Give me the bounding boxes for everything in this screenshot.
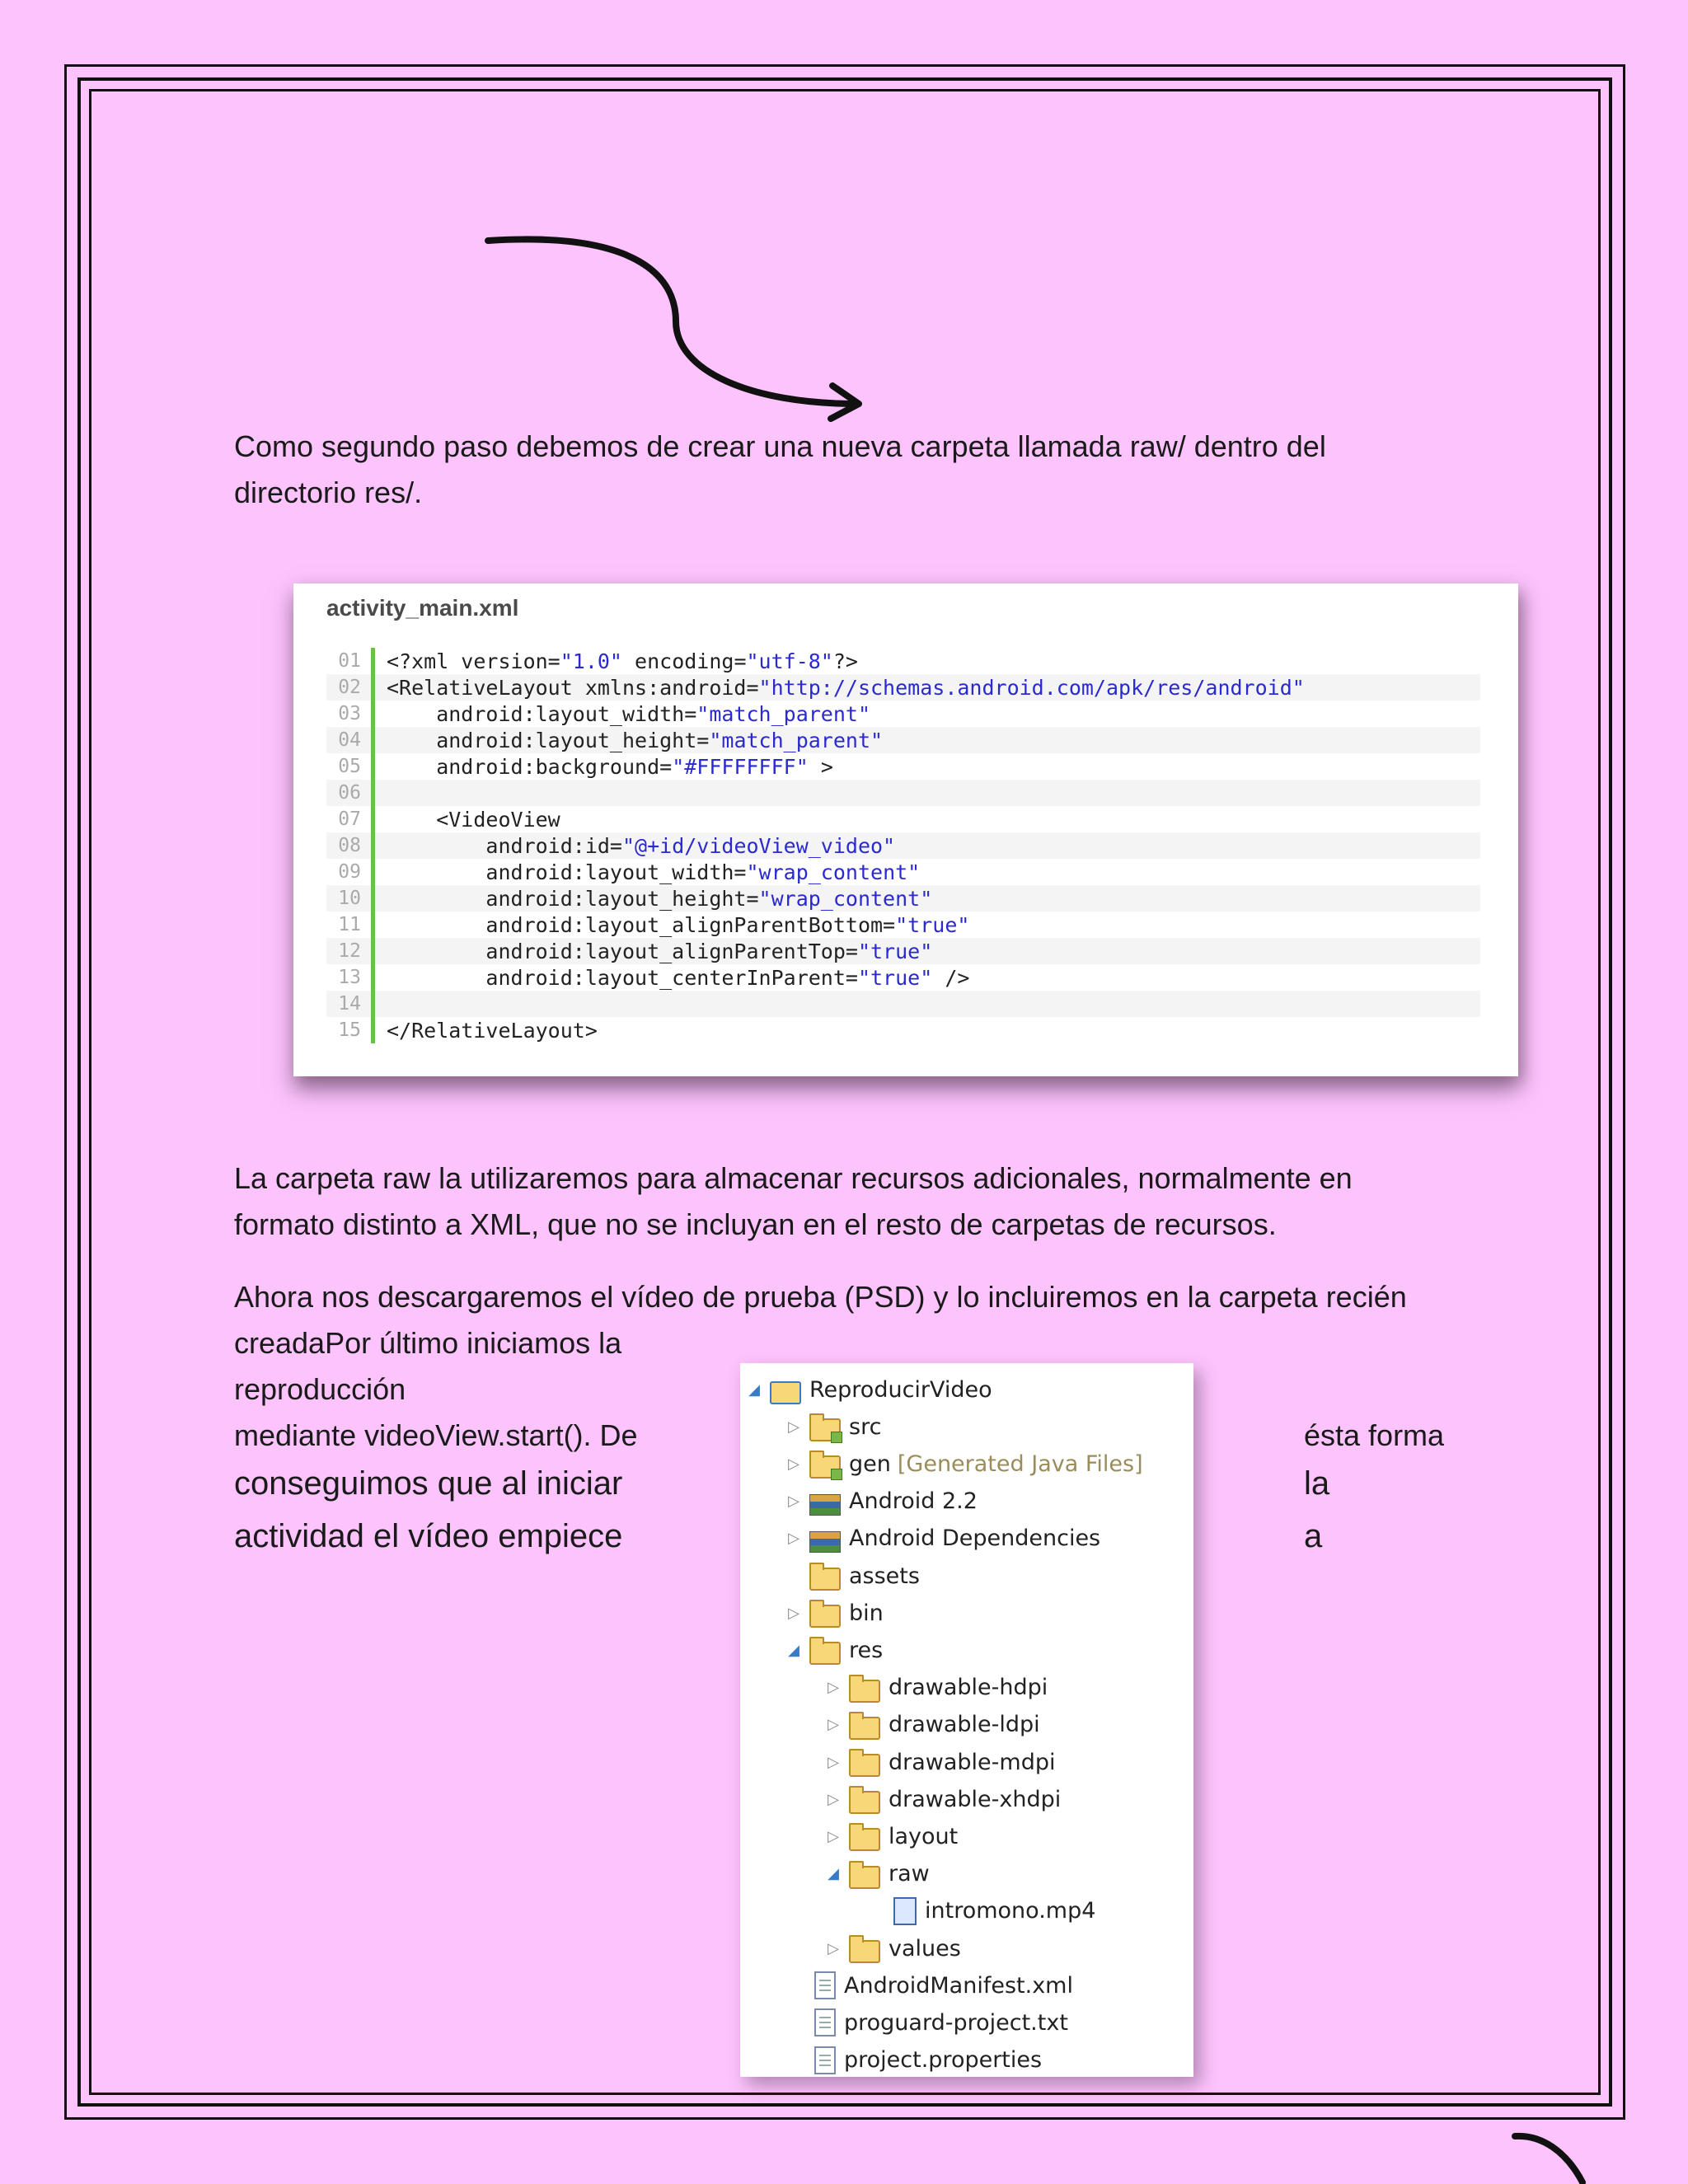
code-line [326,727,1480,753]
expand-arrow-icon[interactable]: ◢ [748,1380,760,1399]
media-file-icon [893,1897,917,1925]
folder-icon [849,1680,880,1703]
tree-item[interactable] [824,1781,1061,1817]
code-text [375,887,932,911]
code-line [326,832,1480,859]
code-token: </RelativeLayout> [387,1018,598,1043]
tree-item[interactable] [785,1446,1143,1482]
collapse-arrow-icon[interactable]: ▷ [828,1716,839,1734]
text-file-icon [814,2008,836,2036]
tree-item-label: drawable-hdpi [889,1675,1048,1701]
code-line [326,674,1480,701]
source-folder-icon [809,1455,841,1479]
code-token: android:layout_height= [387,728,710,752]
tree-item[interactable] [785,1408,881,1445]
line-number: 06 [326,780,375,806]
code-value: "wrap_content" [746,860,921,884]
collapse-arrow-icon[interactable]: ▷ [828,1679,839,1697]
expand-arrow-icon[interactable]: ◢ [788,1641,799,1659]
code-text [375,808,560,832]
text-line: creadaPor último iniciamos la [234,1326,622,1360]
code-token: <RelativeLayout xmlns:android= [387,675,759,700]
collapse-arrow-icon[interactable]: ▷ [828,1827,839,1845]
corner-arrow-icon [1508,2126,1591,2184]
collapse-arrow-icon[interactable]: ▷ [788,1530,799,1548]
folder-icon [809,1568,841,1591]
tree-item-label: gen [849,1451,891,1477]
code-line [326,991,1480,1017]
folder-icon [849,1754,880,1777]
code-line [326,964,1480,991]
line-number: 11 [326,912,375,938]
text-line: formato distinto a XML, que no se incluyan en el resto de carpetas de recursos. [234,1207,1277,1241]
tree-item-label: intromono.mp4 [925,1898,1096,1924]
text-line: a [1304,1518,1323,1554]
code-text [375,834,895,858]
folder-icon [849,1791,880,1814]
code-token: /> [932,965,970,990]
code-value: "#FFFFFFFF" [672,754,809,779]
text-line: Como segundo paso debemos de crear una nueva carpeta llamada raw/ dentro del [234,429,1326,463]
library-icon [809,1494,841,1516]
code-value: "http://schemas.android.com/apk/res/android" [758,675,1305,700]
collapse-arrow-icon[interactable]: ▷ [788,1604,799,1622]
code-value: "true" [857,939,933,963]
line-number: 01 [326,648,375,674]
code-token: android:layout_width= [387,860,747,884]
line-number: 02 [326,674,375,701]
code-text [375,755,833,779]
tree-item[interactable] [745,1371,992,1408]
code-value: "match_parent" [696,701,871,726]
text-line: conseguimos que al iniciar [234,1465,623,1502]
code-line [326,780,1480,806]
line-number: 10 [326,885,375,912]
code-token: android:layout_centerInParent= [387,965,858,990]
code-text [375,729,883,752]
tree-item[interactable] [824,1856,930,1892]
tree-item-label: AndroidManifest.xml [844,1972,1073,1999]
tree-item[interactable] [785,1521,1100,1557]
code-value: "true" [895,912,970,937]
tree-item[interactable] [824,1744,1056,1780]
code-lines [326,648,1480,1043]
tree-item[interactable] [785,1595,884,1631]
text-line: Ahora nos descargaremos el vídeo de prueba (PSD) y lo incluiremos en la carpeta recién [234,1280,1407,1314]
code-text [375,1019,598,1043]
line-number: 04 [326,727,375,753]
collapse-arrow-icon[interactable]: ▷ [788,1493,799,1511]
text-line: La carpeta raw la utilizaremos para almacenar recursos adicionales, normalmente en [234,1161,1353,1195]
code-token: encoding= [621,649,747,673]
line-number: 09 [326,859,375,885]
tree-item-label: raw [889,1861,930,1887]
tree-item[interactable] [785,2042,1042,2079]
code-token: android:layout_height= [387,886,759,911]
tree-item-label: drawable-xhdpi [889,1786,1062,1812]
tree-item-label: drawable-ldpi [889,1712,1040,1738]
line-number: 13 [326,964,375,991]
tree-item-label: src [849,1413,882,1440]
text-line: directorio res/. [234,476,423,509]
code-value: "wrap_content" [758,886,933,911]
code-text [375,702,870,726]
code-text [375,940,932,963]
tree-item[interactable] [785,1483,978,1520]
paragraph-raw-folder [234,1155,1487,1241]
tree-item[interactable] [824,1670,1048,1706]
tree-item[interactable] [824,1930,961,1966]
code-token: android:layout_alignParentBottom= [387,912,896,937]
folder-icon [849,1940,880,1963]
library-icon [809,1531,841,1553]
code-line [326,648,1480,674]
tree-item-label: layout [889,1823,959,1849]
tree-item[interactable] [785,2004,1068,2041]
tree-item[interactable] [785,1558,920,1594]
tree-item[interactable] [785,1967,1073,2004]
tree-item[interactable] [824,1818,958,1854]
tree-item-label: project.properties [844,2047,1043,2074]
folder-icon [849,1866,880,1889]
code-line [326,912,1480,938]
tree-item-annotation: [Generated Java Files] [897,1451,1143,1477]
tree-item[interactable] [824,1707,1040,1743]
collapse-arrow-icon[interactable]: ▷ [828,1790,839,1808]
project-explorer-tree [740,1363,1193,2077]
code-value: "true" [857,965,933,990]
line-number: 05 [326,753,375,780]
collapse-arrow-icon[interactable]: ▷ [788,1418,799,1436]
xml-file-icon [814,1971,836,1999]
folder-icon [849,1828,880,1851]
code-line [326,859,1480,885]
text-line: reproducción [234,1372,406,1406]
code-line [326,753,1480,780]
code-line [326,938,1480,964]
tree-item-label: drawable-mdpi [889,1749,1056,1775]
tree-item-label: values [889,1935,961,1961]
code-line [326,885,1480,912]
tree-item-label: ReproducirVideo [809,1376,992,1403]
tree-item-label: bin [849,1600,884,1626]
code-token: android:layout_width= [387,701,697,726]
tree-item-label: assets [849,1563,920,1589]
tree-item[interactable] [785,1632,883,1668]
code-token: ?> [832,649,858,673]
code-token: android:id= [387,833,622,858]
line-number: 03 [326,701,375,727]
line-number: 07 [326,806,375,832]
tree-item[interactable] [864,1893,1095,1929]
code-value: "utf-8" [746,649,833,673]
code-value: "@+id/videoView_video" [621,833,896,858]
text-line: ésta forma [1304,1418,1445,1452]
folder-icon [809,1642,841,1665]
folder-icon [849,1717,880,1740]
code-text [375,676,1305,700]
line-number: 12 [326,938,375,964]
line-number: 08 [326,832,375,859]
collapse-arrow-icon[interactable]: ▷ [828,1939,839,1957]
text-file-icon [814,2046,836,2074]
code-value: "1.0" [560,649,622,673]
expand-arrow-icon[interactable]: ◢ [828,1865,839,1883]
code-value: "match_parent" [709,728,884,752]
code-file-title: activity_main.xml [326,595,519,621]
code-token: <?xml version= [387,649,560,673]
code-text [375,913,969,937]
code-token: android:background= [387,754,673,779]
code-text [375,649,858,673]
text-line: actividad el vídeo empiece [234,1518,623,1554]
code-line [326,701,1480,727]
code-text [375,966,969,990]
line-number: 15 [326,1017,375,1043]
text-line: la [1304,1465,1330,1502]
project-folder-icon [770,1381,801,1404]
curved-arrow-icon [478,231,874,429]
tree-item-label: Android 2.2 [849,1488,978,1515]
source-folder-icon [809,1418,841,1441]
code-line [326,806,1480,832]
tree-item-label: proguard-project.txt [844,2009,1068,2036]
code-line [326,1017,1480,1043]
paragraph-intro [234,424,1470,509]
code-token: <VideoView [387,807,560,832]
text-line: mediante videoView.start(). De [234,1418,638,1452]
tree-item-label: res [849,1637,884,1663]
line-number: 14 [326,991,375,1017]
collapse-arrow-icon[interactable]: ▷ [788,1455,799,1473]
code-snippet-panel [293,583,1518,1076]
folder-icon [809,1605,841,1628]
tree-item-label: Android Dependencies [849,1526,1101,1552]
collapse-arrow-icon[interactable]: ▷ [828,1753,839,1771]
code-token: > [808,754,833,779]
code-token: android:layout_alignParentTop= [387,939,858,963]
code-text [375,860,920,884]
